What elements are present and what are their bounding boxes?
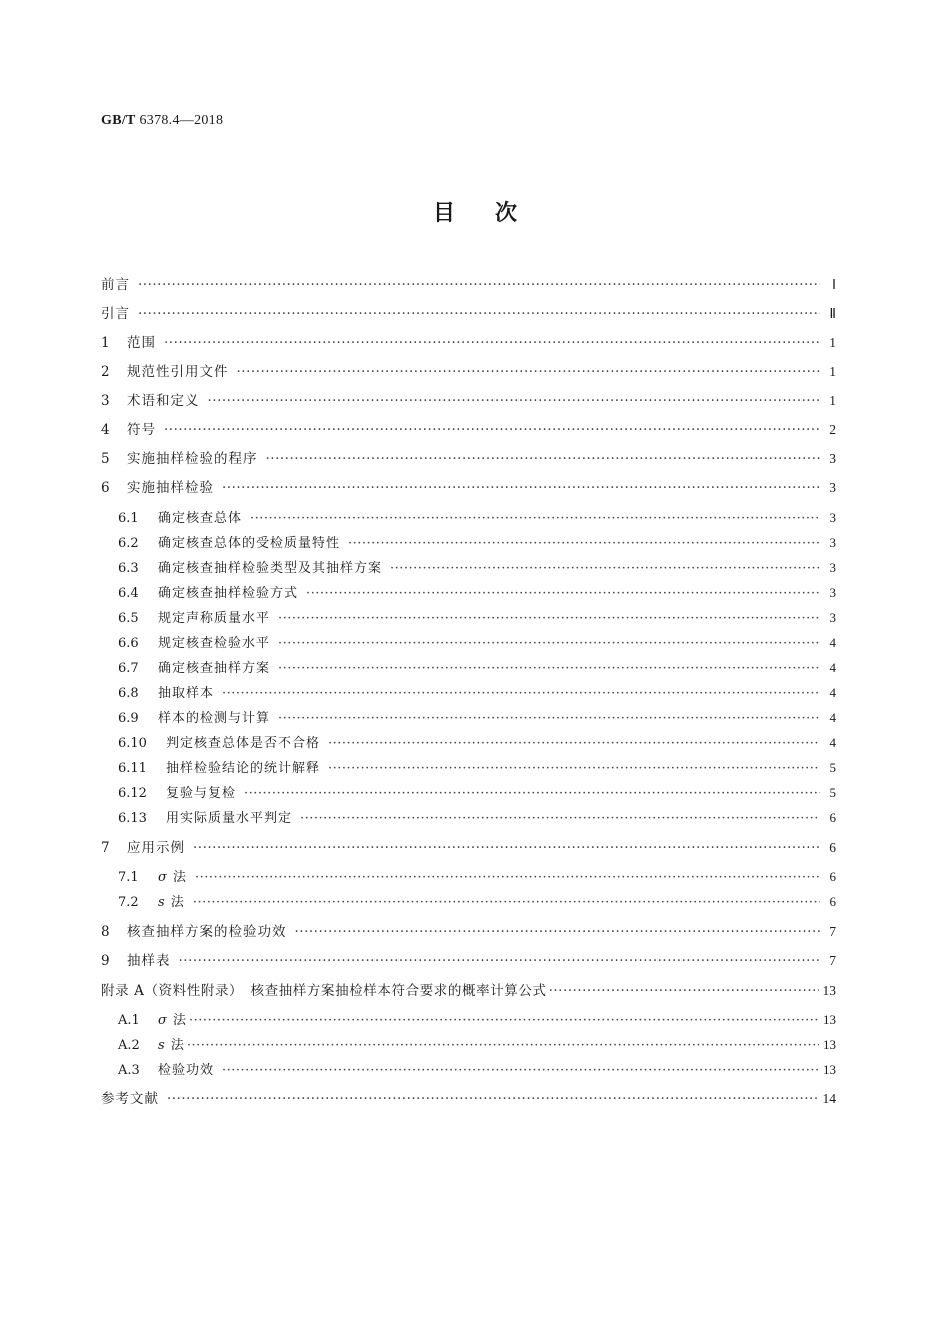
toc-page: 6 [829, 810, 836, 825]
toc-leader [189, 1010, 819, 1032]
toc-entry-4[interactable] [101, 419, 836, 441]
toc-number: 7.2 [118, 895, 139, 910]
toc-number: 6.7 [118, 661, 139, 676]
toc-entry-6-10[interactable] [118, 732, 836, 754]
toc-title: 实施抽样检验的程序 [127, 451, 258, 467]
toc-entry-6-9[interactable] [118, 707, 836, 729]
toc-title: 抽样检验结论的统计解释 [166, 761, 321, 776]
toc-page: 3 [829, 451, 836, 466]
toc-entry-2[interactable] [101, 361, 836, 383]
toc-entry-a-1[interactable] [118, 1009, 836, 1031]
toc-title: 规定核查检验水平 [158, 636, 271, 651]
toc-title: 判定核查总体是否不合格 [166, 736, 321, 751]
toc-title-variable: s [158, 1038, 166, 1053]
toc-page: 1 [829, 335, 836, 350]
toc-title-variable: s [158, 895, 166, 910]
toc-page: 4 [829, 635, 836, 650]
toc-page: 13 [823, 1037, 836, 1052]
page-title: 目次 [432, 201, 557, 226]
toc-number: A.2 [118, 1038, 140, 1053]
toc-number: 6.11 [118, 761, 147, 776]
toc-page: Ⅱ [829, 306, 836, 321]
toc-title [158, 892, 185, 914]
toc-entry-6-11[interactable] [118, 757, 836, 779]
toc-entry-6-13[interactable] [118, 807, 836, 829]
toc-number: 2 [101, 364, 110, 380]
toc-page: 1 [829, 393, 836, 408]
toc-title [158, 1035, 185, 1057]
toc-page: 3 [829, 610, 836, 625]
toc-leader [250, 508, 820, 530]
toc-leader [167, 1088, 819, 1110]
toc-leader [193, 837, 820, 859]
toc-number: A.3 [118, 1063, 140, 1078]
toc-number: 6.2 [118, 536, 139, 551]
toc-page: 13 [823, 1012, 836, 1027]
toc-number: 9 [101, 953, 110, 969]
toc-entry-foreword[interactable] [101, 274, 836, 296]
toc-entry-6[interactable] [101, 477, 836, 499]
toc-page: 4 [829, 660, 836, 675]
toc-leader [237, 361, 821, 383]
toc-leader [278, 658, 820, 680]
toc-leader [138, 303, 820, 325]
toc-entry-7[interactable] [101, 837, 836, 859]
toc-leader [222, 683, 820, 705]
toc-leader [138, 274, 820, 296]
toc-title: 应用示例 [127, 840, 185, 856]
toc-number: 4 [101, 422, 110, 438]
toc-entry-annex-a[interactable] [101, 980, 836, 1002]
toc-number: 7.1 [118, 870, 139, 885]
toc-leader [278, 708, 820, 730]
toc-page: 3 [829, 560, 836, 575]
toc-number: 6.5 [118, 611, 139, 626]
toc-title-text: 法 [170, 1038, 185, 1053]
toc-leader [193, 892, 820, 914]
toc-title: 样本的检测与计算 [158, 711, 271, 726]
toc-leader [195, 867, 820, 889]
toc-page: 6 [829, 869, 836, 884]
toc-page: 3 [829, 480, 836, 495]
toc-page: 4 [829, 710, 836, 725]
toc-entry-3[interactable] [101, 390, 836, 412]
toc-number: 6.9 [118, 711, 139, 726]
toc-leader [179, 950, 821, 972]
toc-title: 附录 A（资料性附录） 核查抽样方案抽检样本符合要求的概率计算公式 [101, 983, 547, 999]
toc-page: Ⅰ [832, 277, 836, 292]
toc-leader [348, 533, 820, 555]
toc-page: 5 [829, 760, 836, 775]
toc-title: 检验功效 [158, 1063, 215, 1078]
toc-number: 8 [101, 924, 110, 940]
toc-number: 3 [101, 393, 110, 409]
toc-number: 6.3 [118, 561, 139, 576]
toc-page: 14 [822, 1091, 836, 1106]
toc-leader [164, 419, 820, 441]
toc-leader [164, 332, 820, 354]
toc-page: 7 [829, 924, 836, 939]
toc-entry-9[interactable] [101, 950, 836, 972]
toc-page: 1 [829, 364, 836, 379]
toc-title: 确定核查抽样检验类型及其抽样方案 [158, 561, 383, 576]
toc-number: 6.8 [118, 686, 139, 701]
toc-title: 规范性引用文件 [127, 364, 229, 380]
toc-title: 用实际质量水平判定 [166, 811, 293, 826]
toc-entry-6-8[interactable] [118, 682, 836, 704]
toc-entry-8[interactable] [101, 921, 836, 943]
toc-page: 3 [829, 585, 836, 600]
toc-entry-5[interactable] [101, 448, 836, 470]
toc-title: 符号 [127, 422, 156, 438]
toc-page: 13 [822, 983, 836, 998]
toc-entry-a-3[interactable] [118, 1059, 836, 1081]
standard-prefix: GB/T [101, 113, 136, 128]
toc-entry-6-2[interactable] [118, 532, 836, 554]
toc-entry-7-1[interactable] [118, 866, 836, 888]
toc-title: 规定声称质量水平 [158, 611, 271, 626]
toc-leader [222, 1060, 819, 1082]
toc-leader [328, 733, 820, 755]
toc-entry-6-5[interactable] [118, 607, 836, 629]
toc-number: 6.13 [118, 811, 147, 826]
toc-title-text: 法 [173, 1013, 188, 1028]
toc-title-variable: σ [158, 870, 168, 885]
toc-leader [328, 758, 820, 780]
toc-page: 13 [823, 1062, 836, 1077]
toc-title: 范围 [127, 335, 156, 351]
toc-page: 4 [829, 685, 836, 700]
toc-leader [208, 390, 821, 412]
toc-title: 引言 [101, 306, 130, 322]
toc-title: 抽取样本 [158, 686, 215, 701]
toc-leader [278, 633, 820, 655]
toc-title: 抽样表 [127, 953, 171, 969]
toc-number: 6.4 [118, 586, 139, 601]
toc-number: 6.1 [118, 511, 139, 526]
toc-number: 6.12 [118, 786, 147, 801]
toc-leader [549, 980, 819, 1002]
toc-page: 3 [829, 535, 836, 550]
toc-entry-7-2[interactable] [118, 891, 836, 913]
toc-leader [244, 783, 820, 805]
toc-entry-introduction[interactable] [101, 303, 836, 325]
toc-page: 6 [829, 894, 836, 909]
toc-page: 5 [829, 785, 836, 800]
toc-title: 前言 [101, 277, 130, 293]
toc-entry-6-7[interactable] [118, 657, 836, 679]
toc-page: 4 [829, 735, 836, 750]
toc-leader [390, 558, 820, 580]
toc-leader [306, 583, 820, 605]
toc-title-text: 法 [170, 895, 185, 910]
toc-entry-a-2[interactable] [118, 1034, 836, 1056]
toc-title-variable: σ [158, 1013, 168, 1028]
toc-title: 复验与复检 [166, 786, 237, 801]
toc-title: 确定核查总体的受检质量特性 [158, 536, 341, 551]
toc-number: 6.6 [118, 636, 139, 651]
toc-leader [222, 477, 820, 499]
toc-entry-6-6[interactable] [118, 632, 836, 654]
toc-title: 确定核查抽样方案 [158, 661, 271, 676]
toc-title: 实施抽样检验 [127, 480, 214, 496]
toc-page: 6 [829, 840, 836, 855]
toc-entry-6-1[interactable] [118, 507, 836, 529]
toc-title: 确定核查抽样检验方式 [158, 586, 299, 601]
toc-page: 2 [829, 422, 836, 437]
toc-title: 术语和定义 [127, 393, 200, 409]
toc-title [158, 1010, 187, 1032]
toc-title-text: 法 [173, 870, 188, 885]
toc-title: 核查抽样方案的检验功效 [127, 924, 287, 940]
toc-number: 6 [101, 480, 110, 496]
toc-leader [295, 921, 821, 943]
standard-number: 6378.4—2018 [139, 113, 224, 128]
toc-number: A.1 [118, 1013, 140, 1028]
toc-title: 确定核查总体 [158, 511, 243, 526]
standard-code [101, 113, 223, 129]
toc-entry-references[interactable] [101, 1088, 836, 1110]
toc-number: 1 [101, 335, 110, 351]
toc-page: 3 [829, 510, 836, 525]
toc-entry-6-4[interactable] [118, 582, 836, 604]
toc-number: 5 [101, 451, 110, 467]
toc-title [158, 867, 187, 889]
toc-leader [187, 1035, 819, 1057]
toc-number: 7 [101, 840, 110, 856]
toc-entry-6-12[interactable] [118, 782, 836, 804]
toc-leader [266, 448, 821, 470]
toc-leader [300, 808, 820, 830]
toc-leader [278, 608, 820, 630]
toc-entry-1[interactable] [101, 332, 836, 354]
toc-title: 参考文献 [101, 1091, 159, 1107]
toc-page: 7 [829, 953, 836, 968]
toc-number: 6.10 [118, 736, 147, 751]
toc-entry-6-3[interactable] [118, 557, 836, 579]
